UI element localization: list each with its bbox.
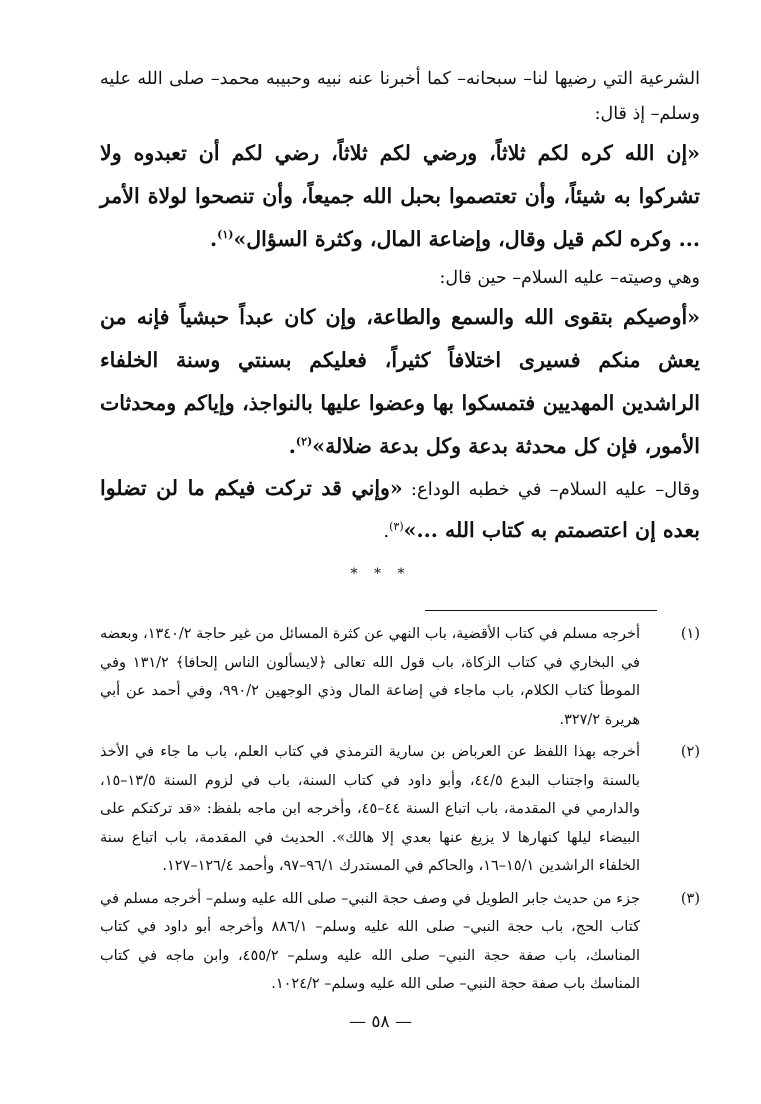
footnote-ref-2: (٢) [295,435,313,449]
footnote [100,620,700,734]
hadith-quote-1: «إن الله كره لكم ثلاثاً، ورضي لكم ثلاثاً، رضي لكم أن تعبدوه ولا تشركوا به شيئاً، وأن تعتصموا بحبل الله جميعاً، وأن تنصحوا لولاة الأمر ... وكره لكم قيل وقال، وإضاعة المال، وكثرة السؤال»$^{(١)}$. [100,141,700,251]
section-separator: * * * [350,566,411,582]
footnote-text: أخرجه مسلم في كتاب الأقضية، باب النهي عن كثرة المسائل من غير حاجة ١٣٤٠/٢، وبعضه في البخاري في كتاب الزكاة، باب قول الله تعالى ﴿لايسألون الناس إلحافا﴾ ١٣١/٢ وفي الموطأ كتاب الكلام، باب ماجاء في إضاعة المال وذي الوجهين ٩٩٠/٢، وفي أحمد عن أبي هريرة ٣٢٧/٢. [100,626,641,728]
footnote-text: جزء من حديث جابر الطويل في وصف حجة النبي– صلى الله عليه وسلم– أخرجه مسلم في كتاب الحج، باب حجة النبي– صلى الله عليه وسلم– ٨٨٦/١ وأخرجه أبو داود في كتاب المناسك، باب صفة حجة النبي– صلى الله عليه وسلم– ٤٥٥/٢، وابن ماجه في كتاب المناسك باب صفة حجة النبي– صلى الله عليه وسلم– ١٠٢٤/٢. [100,890,640,992]
footnote-ref-1: (١) [217,228,234,242]
hadith-quote-3: «وإني قد تركت فيكم ما لن تضلوا بعده إن اعتصمتم به كتاب الله ...» [100,476,700,542]
main-text [100,62,700,552]
hadith-quote-2: «أوصيكم بتقوى الله والسمع والطاعة، وإن كان عبداً حبشياً فإنه من يعش منكم فسيرى اختلافاً كثيراً، فعليكم بسنتي وسنة الخلفاء الراشدين المهديين فتمسكوا بها وعضوا عليها بالنواجذ، وإياكم ومحدثات الأمور، فإن كل محدثة بدعة وكل بدعة ضلالة»$^{(٢)}$. [100,305,700,458]
quote-text: «إن الله كره لكم ثلاثاً، ورضي لكم ثلاثاً، رضي لكم أن تعبدوه ولا تشركوا به شيئاً، وأن تعتصموا بحبل الله جميعاً، وأن تنصحوا لولاة الأمر ... وكره لكم قيل وقال، وإضاعة المال، وكثرة السؤال» [100,141,700,251]
footnote-text: أخرجه بهذا اللفظ عن العرباض بن سارية الترمذي في كتاب العلم، باب ما جاء في الأخذ بالسنة واجتناب البدع ٤٤/٥، وأبو داود في كتاب السنة، باب في لزوم السنة ١٣/٥–١٥، والدارمي في المقدمة، باب اتباع السنة ٤٤–٤٥، وأخرجه ابن ماجه بلفظ: «قد تركتكم على البيضاء ليلها كنهارها لا يزيغ عنها بعدي إلا هالك». الحديث في المقدمة، باب اتباع سنة الخلفاء الراشدين ١٥/١–١٦، والحاكم في المستدرك ٩٦/١–٩٧، وأحمد ١٢٦/٤–١٢٧. [100,744,640,874]
page-number: — ٥٨ — [348,1012,413,1032]
footnote-number: (٢) [680,744,700,760]
footnote-ref-3: (٣) [389,520,404,533]
footnote-divider [425,610,657,611]
footnotes [100,620,700,1003]
footnote-number: (٣) [680,890,700,907]
farewell-intro: وقال– عليه السلام– في خطبه الوداع: [410,479,700,500]
footnote [100,885,700,999]
paragraph-wasiyya: وهي وصيته– عليه السلام– حين قال: [439,268,700,288]
footnote [100,738,700,881]
quote-text: «أوصيكم بتقوى الله والسمع والطاعة، وإن كان عبداً حبشياً فإنه من يعش منكم فسيرى اختلافاً كثيراً، فعليكم بسنتي وسنة الخلفاء الراشدين المهديين فتمسكوا بها وعضوا عليها بالنواجذ، وإياكم ومحدثات الأمور، فإن كل محدثة بدعة وكل بدعة ضلالة» [100,305,700,458]
paragraph-farewell: وقال– عليه السلام– في خطبه الوداع: «وإني قد تركت فيكم ما لن تضلوا بعده إن اعتصمتم به كتاب الله ...»$^{(٣)}$. [100,476,700,542]
paragraph-intro: الشرعية التي رضيها لنا– سبحانه– كما أخبرنا عنه نبيه وحبيبه محمد– صلى الله عليه وسلم– إذ قال: [100,69,700,124]
footnote-number: (١) [680,626,700,642]
